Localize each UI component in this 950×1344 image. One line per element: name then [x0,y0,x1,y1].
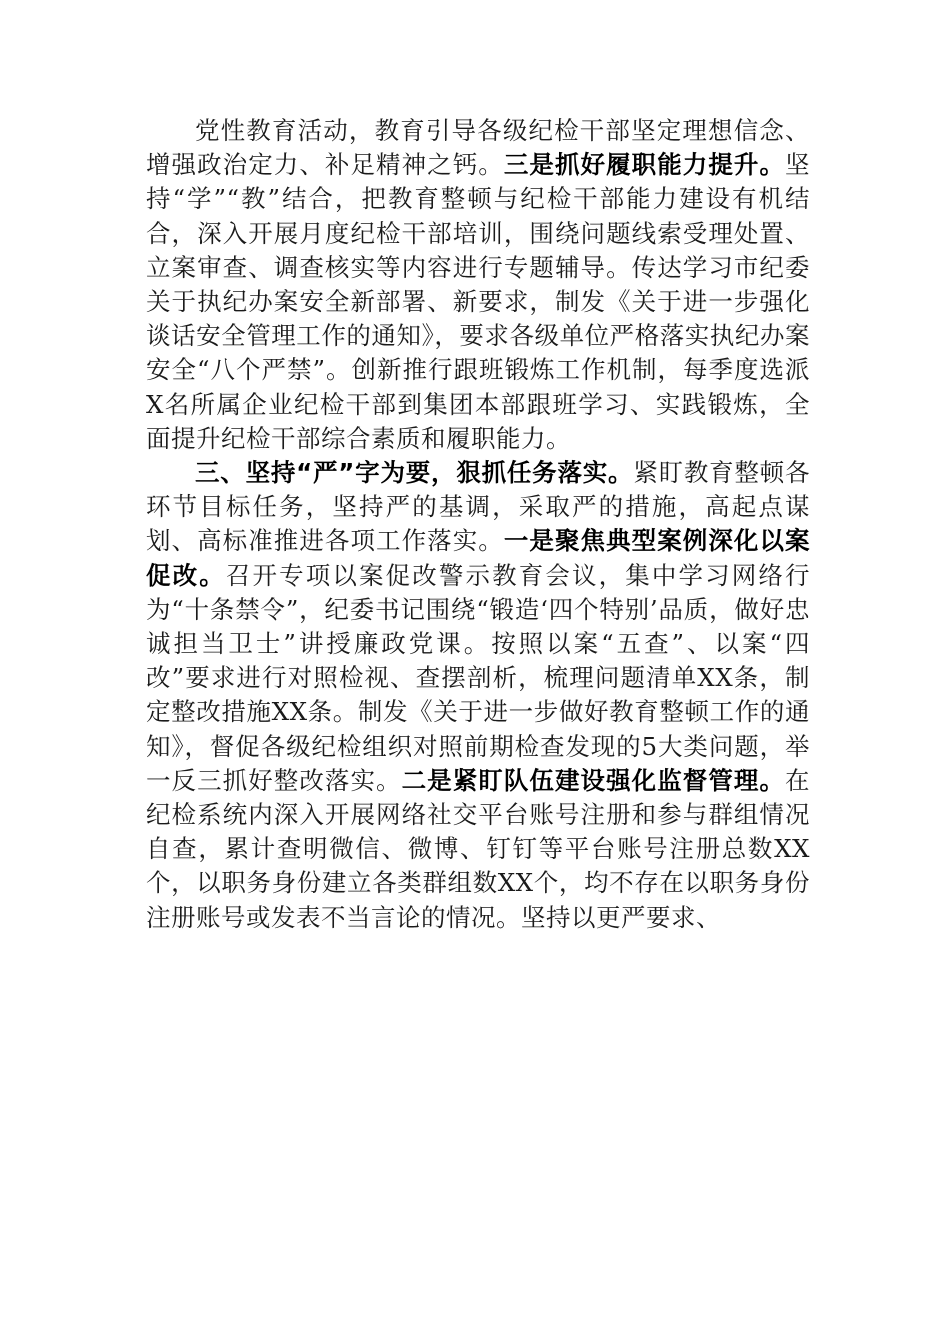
bold-heading-two: 二是紧盯队伍建设强化监督管理。 [401,765,786,795]
section-heading-three: 三、坚持“严”字为要，狠抓任务落实。 [195,458,634,488]
paragraph-1 [146,114,810,456]
paragraph-text: 紧盯教育整顿各环节目标任务，坚持严的基调，采取严的措施，高起点谋划、高标准推进各项工作落实。 [146,458,811,556]
paragraph-text: 在纪检系统内深入开展网络社交平台账号注册和参与群组情况自查，累计查明微信、微博、钉钉等平台账号注册总数XX个，以职务身份建立各类群组数XX个，均不存在以职务身份注册账号或发表不当言论的情况。坚持以更严要求、 [146,765,811,932]
paragraph-text: 坚持“学”“教”结合，把教育整顿与纪检干部能力建设有机结合，深入开展月度纪检干部培训，围绕问题线索受理处置、立案审查、调查核实等内容进行专题辅导。传达学习市纪委关于执纪办案安全新部署、新要求，制发《关于进一步强化谈话安全管理工作的通知》，要求各级单位严格落实执纪办案安全“八个严禁”。创新推行跟班锻炼工作机制，每季度选派X名所属企业纪检干部到集团本部跟班学习、实践锻炼，全面提升纪检干部综合素质和履职能力。 [146,150,811,453]
bold-heading-one: 一是聚焦典型案例深化以案促改。 [146,526,811,590]
paragraph-text: 召开专项以案促改警示教育会议，集中学习网络行为“十条禁令”，纪委书记围绕“锻造‘四个特别’品质，做好忠诚担当卫士”讲授廉政党课。按照以案“五查”、以案“四改”要求进行对照检视、查摆剖析，梳理问题清单XX条，制定整改措施XX条。制发《关于进一步做好教育整顿工作的通知》，督促各级纪检组织对照前期检查发现的5大类问题，举一反三抓好整改落实。 [146,560,810,795]
paragraph-2 [146,456,810,935]
bold-heading-three: 三是抓好履职能力提升。 [503,150,786,180]
paragraph-text: 党性教育活动，教育引导各级纪检干部坚定理想信念、增强政治定力、补足精神之钙。 [146,116,810,180]
document-body [146,114,810,935]
